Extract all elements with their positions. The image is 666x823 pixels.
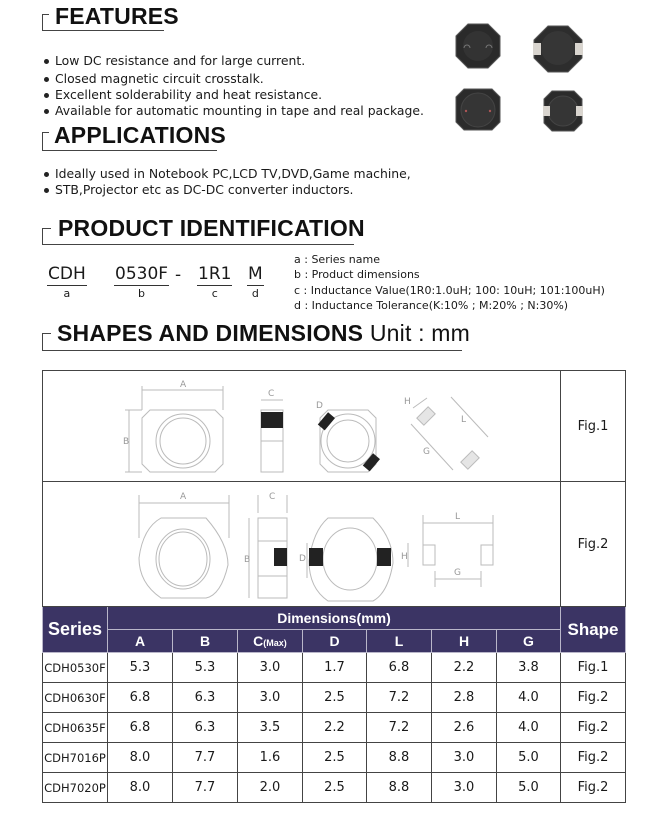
dim-cell-a: 8.0 — [108, 773, 173, 803]
applications-underline — [42, 150, 217, 151]
dim-cell-c: 3.5 — [238, 713, 303, 743]
pid-code: CDH — [48, 264, 86, 284]
inductor-1 — [456, 24, 500, 68]
series-cell: CDH0530F — [43, 653, 108, 683]
fig2-dim-g: G — [454, 568, 461, 578]
dim-cell-l: 8.8 — [367, 773, 432, 803]
dim-cell-g: 3.8 — [497, 653, 561, 683]
features-title: FEATURES — [55, 3, 179, 29]
dim-cell-h: 3.0 — [432, 743, 497, 773]
pid-legend — [294, 252, 605, 313]
pid-part-d — [247, 264, 264, 302]
feature-item: Closed magnetic circuit crosstalk. — [42, 71, 424, 87]
dim-cell-a: 5.3 — [108, 653, 173, 683]
figure-row-2 — [43, 482, 626, 607]
figure-2-drawing — [43, 482, 561, 607]
shape-cell: Fig.2 — [561, 773, 626, 803]
pid-part-a — [47, 264, 87, 302]
shape-cell: Fig.2 — [561, 683, 626, 713]
applications-list — [42, 166, 411, 198]
fig2-dim-b: B — [244, 555, 251, 565]
table-row — [43, 713, 626, 743]
inductor-3 — [456, 89, 500, 130]
fig1-drawing-icon — [43, 372, 553, 480]
dim-cell-g: 4.0 — [497, 683, 561, 713]
col-header-l: L — [367, 630, 432, 653]
dimensions-table — [42, 370, 626, 803]
col-header-a: A — [108, 630, 173, 653]
dim-cell-l: 7.2 — [367, 683, 432, 713]
product-photo — [440, 10, 600, 135]
pid-code: 0530F — [115, 264, 169, 284]
dim-cell-d: 2.5 — [303, 743, 367, 773]
application-item-continued: STB,Projector etc as DC-DC converter inductors. — [42, 182, 411, 198]
pid-letter: d — [251, 287, 259, 300]
fig1-dim-c: C — [268, 389, 275, 399]
shapes-bracket — [42, 333, 51, 351]
pid-legend-item: b : Product dimensions — [294, 268, 420, 282]
fig1-dim-d: D — [316, 401, 323, 411]
dim-cell-l: 6.8 — [367, 653, 432, 683]
fig2-dim-a: A — [180, 492, 187, 502]
shapes-title-text: SHAPES AND DIMENSIONS — [57, 320, 364, 346]
dim-cell-b: 5.3 — [173, 653, 238, 683]
shape-header: Shape — [561, 607, 626, 653]
inductor-2 — [533, 26, 583, 72]
col-header-c-label: C — [253, 633, 264, 649]
shapes-title — [57, 320, 470, 347]
pid-legend-item: a : Series name — [294, 253, 380, 266]
features-list — [42, 53, 424, 119]
shapes-unit: Unit : mm — [369, 320, 471, 346]
product-id-title: PRODUCT IDENTIFICATION — [58, 215, 365, 241]
pid-letter: b — [138, 287, 146, 300]
fig1-dim-g: G — [423, 447, 430, 457]
applications-bracket — [42, 132, 49, 151]
dim-cell-g: 5.0 — [497, 743, 561, 773]
fig2-dim-c: C — [269, 492, 276, 502]
dim-cell-h: 2.6 — [432, 713, 497, 743]
dim-cell-c: 3.0 — [238, 653, 303, 683]
fig2-dim-d: D — [299, 554, 306, 564]
series-cell: CDH0635F — [43, 713, 108, 743]
series-cell: CDH0630F — [43, 683, 108, 713]
col-header-h: H — [432, 630, 497, 653]
features-bracket — [42, 14, 49, 31]
dim-cell-c: 1.6 — [238, 743, 303, 773]
product-id-bracket — [42, 228, 51, 245]
table-row — [43, 683, 626, 713]
shapes-underline — [42, 350, 462, 351]
dim-cell-g: 5.0 — [497, 773, 561, 803]
pid-part-c — [197, 264, 232, 302]
fig2-dim-h: H — [401, 552, 408, 562]
col-header-b: B — [173, 630, 238, 653]
shape-cell: Fig.1 — [561, 653, 626, 683]
col-header-d: D — [303, 630, 367, 653]
dim-cell-b: 6.3 — [173, 683, 238, 713]
dim-cell-b: 7.7 — [173, 743, 238, 773]
dim-cell-b: 6.3 — [173, 713, 238, 743]
dim-cell-h: 2.2 — [432, 653, 497, 683]
dim-cell-d: 2.5 — [303, 683, 367, 713]
dim-cell-d: 2.5 — [303, 773, 367, 803]
table-header-row-2 — [43, 630, 626, 653]
dimensions-group-header: Dimensions(mm) — [108, 607, 561, 630]
dim-cell-h: 2.8 — [432, 683, 497, 713]
series-header: Series — [43, 607, 108, 653]
table-row — [43, 653, 626, 683]
dim-cell-h: 3.0 — [432, 773, 497, 803]
shape-cell: Fig.2 — [561, 743, 626, 773]
pid-part-b — [114, 264, 169, 302]
series-cell: CDH7020P — [43, 773, 108, 803]
table-row — [43, 743, 626, 773]
inductor-photo-icon — [440, 10, 600, 135]
fig1-dim-l: L — [461, 415, 467, 425]
dim-cell-l: 7.2 — [367, 713, 432, 743]
dim-cell-d: 1.7 — [303, 653, 367, 683]
dim-cell-l: 8.8 — [367, 743, 432, 773]
feature-item: Excellent solderability and heat resistance. — [42, 87, 424, 103]
dim-cell-c: 3.0 — [238, 683, 303, 713]
pid-legend-item: d : Inductance Tolerance(K:10% ; M:20% ; N:30%) — [294, 298, 569, 312]
dim-cell-a: 8.0 — [108, 743, 173, 773]
col-header-c — [238, 630, 303, 653]
dim-cell-c: 2.0 — [238, 773, 303, 803]
fig1-dim-a: A — [180, 380, 187, 390]
feature-item: Low DC resistance and for large current. — [42, 53, 424, 69]
pid-code: M — [248, 264, 263, 284]
dim-cell-g: 4.0 — [497, 713, 561, 743]
table-body — [43, 653, 626, 803]
col-header-c-suffix: (Max) — [263, 638, 287, 648]
table-row — [43, 773, 626, 803]
pid-code: 1R1 — [198, 264, 232, 284]
shape-cell: Fig.2 — [561, 713, 626, 743]
applications-title: APPLICATIONS — [54, 122, 226, 148]
fig1-dim-b: B — [123, 437, 130, 447]
figure-2-label: Fig.2 — [561, 482, 626, 607]
figure-row-1 — [43, 371, 626, 482]
pid-letter: c — [211, 287, 218, 300]
pid-separator: - — [175, 265, 182, 285]
dim-cell-d: 2.2 — [303, 713, 367, 743]
series-cell: CDH7016P — [43, 743, 108, 773]
inductor-4 — [543, 91, 583, 131]
features-underline — [42, 30, 164, 31]
product-id-underline — [42, 244, 354, 245]
table-header-row-1 — [43, 607, 626, 630]
fig1-dim-h: H — [404, 397, 411, 407]
pid-letter: a — [63, 287, 71, 300]
dim-cell-a: 6.8 — [108, 713, 173, 743]
col-header-g: G — [497, 630, 561, 653]
feature-item: Available for automatic mounting in tape and real package. — [42, 103, 424, 119]
application-item: Ideally used in Notebook PC,LCD TV,DVD,Game machine, — [42, 166, 411, 182]
fig2-dim-l: L — [455, 512, 461, 522]
dim-cell-b: 7.7 — [173, 773, 238, 803]
fig2-drawing-icon — [43, 483, 553, 605]
figure-1-label: Fig.1 — [561, 371, 626, 482]
dim-cell-a: 6.8 — [108, 683, 173, 713]
pid-legend-item: c : Inductance Value(1R0:1.0uH; 100: 10uH; 101:100uH) — [294, 283, 605, 297]
figure-1-drawing — [43, 371, 561, 482]
